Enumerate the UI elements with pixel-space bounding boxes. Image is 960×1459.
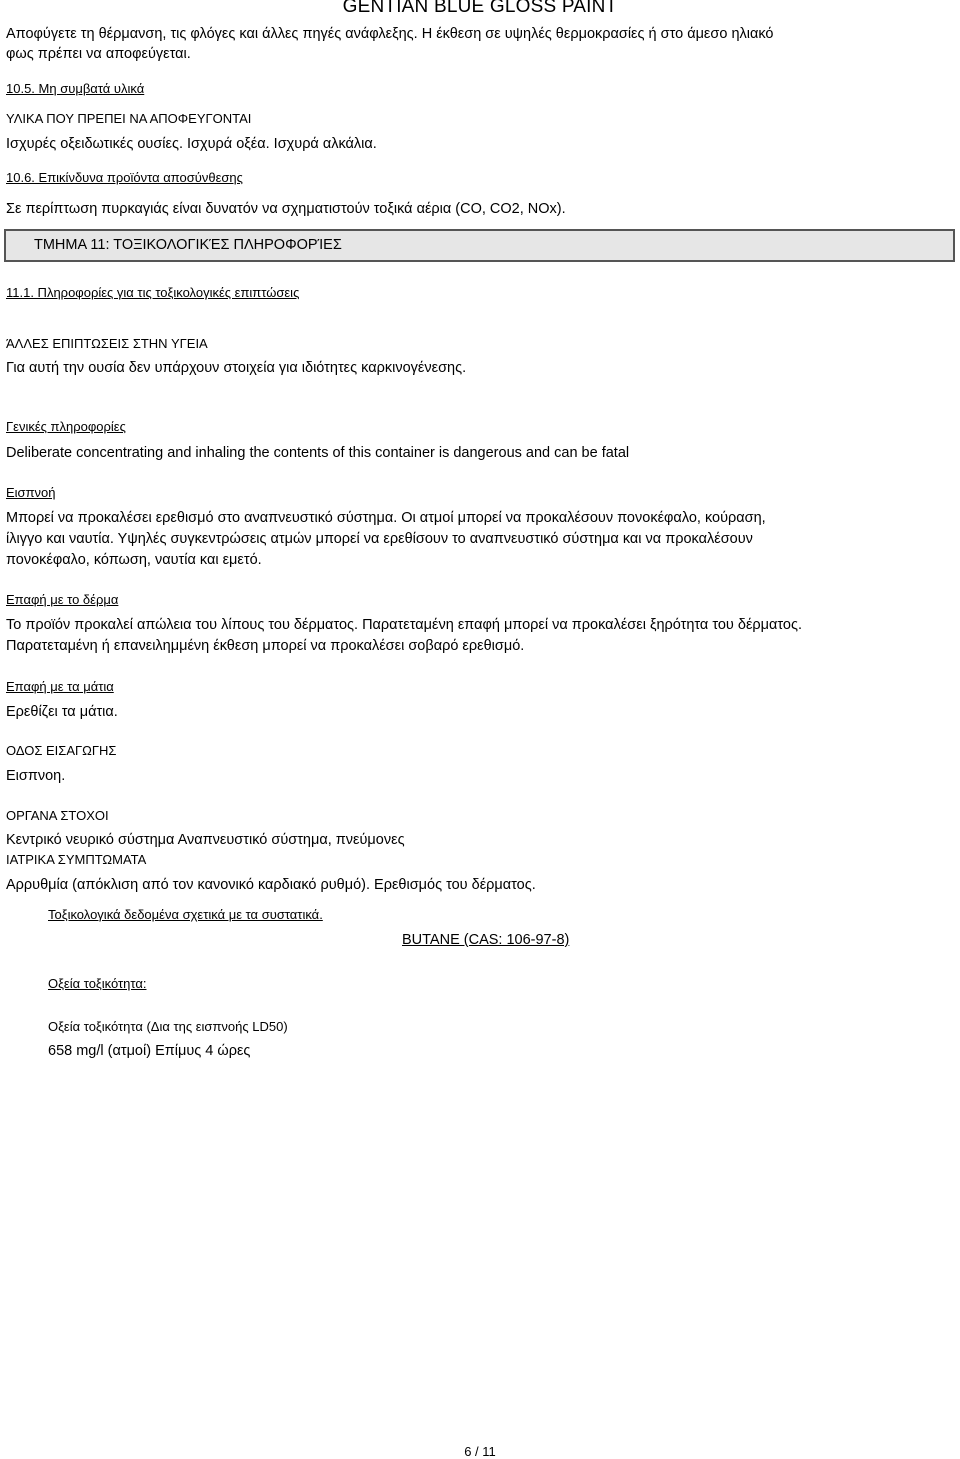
heading-inhalation: Εισπνοή: [6, 485, 56, 500]
heading-acute-toxicity: Οξεία τοξικότητα:: [48, 976, 147, 991]
heading-10-5: 10.5. Μη συμβατά υλικά: [6, 81, 145, 96]
heading-eye-contact: Επαφή με τα μάτια: [6, 679, 114, 694]
text-target-organs: Κεντρικό νευρικό σύστημα Αναπνευστικό σύστημα, πνεύμονες: [6, 832, 405, 848]
section-11-title: ΤΜΗΜΑ 11: ΤΟΞΙΚΟΛΟΓΙΚΈΣ ΠΛΗΡΟΦΟΡΊΕΣ: [34, 237, 342, 253]
heading-toxicological-data: Τοξικολογικά δεδομένα σχετικά με τα συστατικά.: [48, 907, 323, 922]
heading-medical-symptoms: ΙΑΤΡΙΚΑ ΣΥΜΠΤΩΜΑΤΑ: [6, 852, 147, 867]
substance-name: BUTANE (CAS: 106-97-8): [402, 932, 570, 948]
inhalation-line-2: ίλιγγο και ναυτία. Υψηλές συγκεντρώσεις ατμών μπορεί να ερεθίσουν το αναπνευστικό σύστημα και να προκαλέσουν: [6, 531, 753, 547]
intro-line-2: φως πρέπει να αποφεύγεται.: [6, 46, 191, 62]
heading-11-1: 11.1. Πληροφορίες για τις τοξικολογικές επιπτώσεις: [6, 285, 300, 300]
page-number: 6 / 11: [464, 1444, 496, 1459]
section-11-banner: [4, 229, 955, 262]
inhalation-line-3: πονοκέφαλο, κόπωση, ναυτία και εμετό.: [6, 552, 262, 568]
intro-line-1: Αποφύγετε τη θέρμανση, τις φλόγες και άλλες πηγές ανάφλεξης. Η έκθεση σε υψηλές θερμοκρασίες ή στο άμεσο ηλιακό: [6, 26, 774, 42]
heading-other-health-effects: ΆΛΛΕΣ ΕΠΙΠΤΩΣΕΙΣ ΣΤΗΝ ΥΓΕΙΑ: [6, 336, 208, 351]
text-general-information: Deliberate concentrating and inhaling the contents of this container is dangerous and can be fatal: [6, 445, 630, 461]
skin-line-2: Παρατεταμένη ή επανειλημμένη έκθεση μπορεί να προκαλέσει σοβαρό ερεθισμό.: [6, 638, 525, 654]
text-medical-symptoms: Αρρυθμία (απόκλιση από τον κανονικό καρδιακό ρυθμό). Ερεθισμός του δέρματος.: [6, 877, 536, 893]
text-ld50-value: 658 mg/l (ατμοί) Επίμυς 4 ώρες: [48, 1043, 251, 1059]
heading-general-information: Γενικές πληροφορίες: [6, 419, 126, 434]
text-eye-contact: Ερεθίζει τα μάτια.: [6, 704, 118, 720]
heading-route-of-entry: ΟΔΟΣ ΕΙΣΑΓΩΓΗΣ: [6, 743, 117, 758]
inhalation-line-1: Μπορεί να προκαλέσει ερεθισμό στο αναπνευστικό σύστημα. Οι ατμοί μπορεί να προκαλέσουν πονοκέφαλο, κούραση,: [6, 510, 766, 526]
skin-line-1: Το προϊόν προκαλεί απώλεια του λίπους του δέρματος. Παρατεταμένη επαφή μπορεί να προκαλέσει ξηρότητα του δέρματος.: [6, 617, 803, 633]
text-decomposition-products: Σε περίπτωση πυρκαγιάς είναι δυνατόν να σχηματιστούν τοξικά αέρια (CO, CO2, NOx).: [6, 201, 566, 217]
heading-ld50-inhalation: Οξεία τοξικότητα (Δια της εισπνοής LD50): [48, 1019, 288, 1034]
document-title: GENTIAN BLUE GLOSS PAINT: [342, 0, 618, 17]
subheading-materials-to-avoid: ΥΛΙΚΑ ΠΟΥ ΠΡΕΠΕΙ ΝΑ ΑΠΟΦΕΥΓΟΝΤΑΙ: [6, 111, 252, 126]
text-route-of-entry: Εισπνοη.: [6, 768, 66, 784]
heading-skin-contact: Επαφή με το δέρμα: [6, 592, 119, 607]
heading-target-organs: ΟΡΓΑΝΑ ΣΤΟΧΟΙ: [6, 808, 109, 823]
text-carcinogenicity: Για αυτή την ουσία δεν υπάρχουν στοιχεία για ιδιότητες καρκινογένεσης.: [6, 360, 467, 376]
heading-10-6: 10.6. Επικίνδυνα προϊόντα αποσύνθεσης: [6, 170, 243, 185]
text-incompatible-materials: Ισχυρές οξειδωτικές ουσίες. Ισχυρά οξέα. Ισχυρά αλκάλια.: [6, 136, 377, 152]
